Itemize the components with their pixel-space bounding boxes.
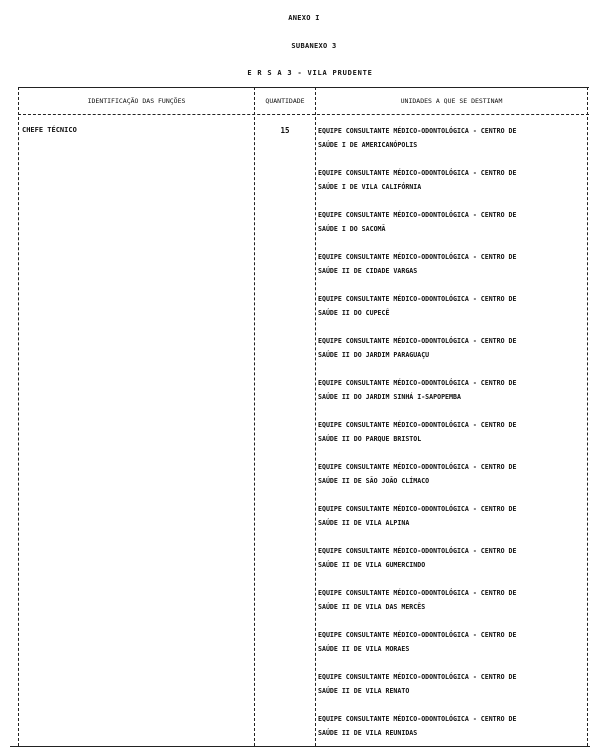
- unit-entry: [318, 628, 584, 656]
- unit-line: EQUIPE CONSULTANTE MÉDICO-ODONTOLÓGICA - CENTRO DE: [318, 631, 517, 639]
- unit-line: SAÚDE I DO SACOMÃ: [318, 225, 386, 233]
- unit-line: EQUIPE CONSULTANTE MÉDICO-ODONTOLÓGICA - CENTRO DE: [318, 379, 517, 387]
- region-title: E R S A 3 - VILA PRUDENTE: [247, 69, 373, 77]
- unit-entry: [318, 376, 584, 404]
- unit-line: SAÚDE I DE VILA CALIFÓRNIA: [318, 183, 422, 191]
- unit-line: EQUIPE CONSULTANTE MÉDICO-ODONTOLÓGICA - CENTRO DE: [318, 211, 517, 219]
- unit-line: SAÚDE II DE VILA ALPINA: [318, 519, 410, 527]
- table-bottom-rule: [10, 746, 590, 747]
- unit-line: EQUIPE CONSULTANTE MÉDICO-ODONTOLÓGICA - CENTRO DE: [318, 505, 517, 513]
- unit-entry: [318, 712, 584, 740]
- column-header-units: UNIDADES A QUE SE DESTINAM: [400, 97, 503, 105]
- unit-line: EQUIPE CONSULTANTE MÉDICO-ODONTOLÓGICA - CENTRO DE: [318, 253, 517, 261]
- unit-line: SAÚDE II DE VILA RENATO: [318, 687, 410, 695]
- unit-line: EQUIPE CONSULTANTE MÉDICO-ODONTOLÓGICA - CENTRO DE: [318, 463, 517, 471]
- subannex-title: SUBANEXO 3: [291, 42, 337, 50]
- column-header-quantity: QUANTIDADE: [265, 97, 305, 105]
- unit-line: SAÚDE II DE VILA GUMERCINDO: [318, 561, 426, 569]
- unit-entry: [318, 418, 584, 446]
- unit-entry: [318, 250, 584, 278]
- unit-line: SAÚDE II DE SÃO JOÃO CLÍMACO: [318, 477, 430, 485]
- unit-entry: [318, 292, 584, 320]
- table-top-rule: [18, 87, 589, 88]
- unit-line: EQUIPE CONSULTANTE MÉDICO-ODONTOLÓGICA - CENTRO DE: [318, 169, 517, 177]
- unit-line: EQUIPE CONSULTANTE MÉDICO-ODONTOLÓGICA - CENTRO DE: [318, 673, 517, 681]
- unit-entry: [318, 124, 584, 152]
- column-header-functions: IDENTIFICAÇÃO DAS FUNÇÕES: [87, 97, 186, 105]
- unit-line: EQUIPE CONSULTANTE MÉDICO-ODONTOLÓGICA - CENTRO DE: [318, 715, 517, 723]
- unit-line: EQUIPE CONSULTANTE MÉDICO-ODONTOLÓGICA - CENTRO DE: [318, 547, 517, 555]
- function-cell: CHEFE TÉCNICO: [22, 126, 77, 134]
- unit-line: EQUIPE CONSULTANTE MÉDICO-ODONTOLÓGICA - CENTRO DE: [318, 295, 517, 303]
- unit-entry: [318, 670, 584, 698]
- unit-entry: [318, 502, 584, 530]
- annex-title: ANEXO I: [288, 14, 320, 22]
- unit-line: EQUIPE CONSULTANTE MÉDICO-ODONTOLÓGICA - CENTRO DE: [318, 589, 517, 597]
- column-divider: [254, 87, 255, 746]
- column-divider: [587, 87, 588, 746]
- unit-line: SAÚDE II DE VILA DAS MERCÊS: [318, 603, 426, 611]
- unit-entry: [318, 208, 584, 236]
- unit-line: SAÚDE II DE VILA MORAES: [318, 645, 410, 653]
- unit-line: SAÚDE II DO JARDIM PARAGUAÇU: [318, 351, 430, 359]
- unit-line: SAÚDE II DO CUPECÊ: [318, 309, 390, 317]
- column-divider: [18, 87, 19, 746]
- unit-line: SAÚDE II DE CIDADE VARGAS: [318, 267, 418, 275]
- table-header-rule: [18, 114, 589, 115]
- unit-line: SAÚDE II DO PARQUE BRISTOL: [318, 435, 422, 443]
- unit-line: EQUIPE CONSULTANTE MÉDICO-ODONTOLÓGICA - CENTRO DE: [318, 337, 517, 345]
- unit-entry: [318, 166, 584, 194]
- unit-line: SAÚDE II DO JARDIM SINHÁ I-SAPOPEMBA: [318, 393, 461, 401]
- unit-entry: [318, 544, 584, 572]
- unit-entry: [318, 460, 584, 488]
- unit-line: SAÚDE II DE VILA REUNIDAS: [318, 729, 418, 737]
- unit-line: SAÚDE I DE AMERICANÓPOLIS: [318, 141, 418, 149]
- unit-line: EQUIPE CONSULTANTE MÉDICO-ODONTOLÓGICA - CENTRO DE: [318, 127, 517, 135]
- unit-entry: [318, 586, 584, 614]
- quantity-cell: 15: [280, 126, 290, 135]
- unit-line: EQUIPE CONSULTANTE MÉDICO-ODONTOLÓGICA - CENTRO DE: [318, 421, 517, 429]
- unit-entry: [318, 334, 584, 362]
- column-divider: [315, 87, 316, 746]
